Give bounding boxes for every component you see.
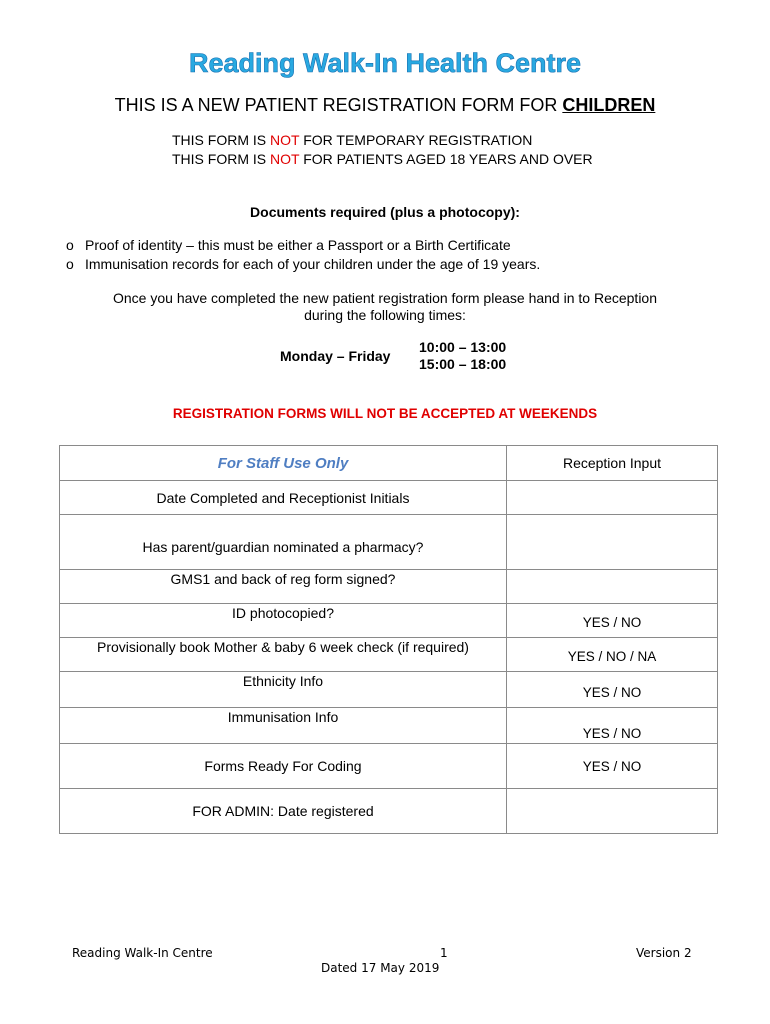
reception-input-cell[interactable]: YES / NO / NA bbox=[507, 638, 718, 672]
page-number: 1 bbox=[440, 946, 448, 960]
notice-text: FOR TEMPORARY REGISTRATION bbox=[299, 132, 533, 148]
instructions-line-1: Once you have completed the new patient registration form please hand in to Reception bbox=[113, 290, 657, 306]
row-label: Date Completed and Receptionist Initials bbox=[60, 481, 507, 515]
staff-use-header bbox=[60, 446, 507, 481]
table-row bbox=[60, 708, 718, 744]
reception-input-cell[interactable]: YES / NO bbox=[507, 604, 718, 638]
notice-emphasis: NOT bbox=[270, 151, 300, 167]
opening-days: Monday – Friday bbox=[280, 348, 391, 364]
table-row bbox=[60, 744, 718, 789]
row-label: ID photocopied? bbox=[60, 604, 507, 638]
notice-text: THIS FORM IS bbox=[172, 132, 270, 148]
table-row bbox=[60, 638, 718, 672]
reception-input-cell[interactable] bbox=[507, 570, 718, 604]
row-label: GMS1 and back of reg form signed? bbox=[60, 570, 507, 604]
time-slot: 10:00 – 13:00 bbox=[419, 339, 507, 355]
form-subtitle bbox=[0, 95, 770, 116]
row-label: Has parent/guardian nominated a pharmacy? bbox=[60, 515, 507, 570]
reception-input-cell[interactable] bbox=[507, 789, 718, 834]
table-row bbox=[60, 672, 718, 708]
table-row bbox=[60, 570, 718, 604]
reception-input-cell[interactable]: YES / NO bbox=[507, 744, 718, 789]
table-row bbox=[60, 515, 718, 570]
reception-input-cell[interactable]: YES / NO bbox=[507, 708, 718, 744]
staff-use-table bbox=[59, 445, 718, 834]
reception-input-header: Reception Input bbox=[507, 446, 718, 481]
document-item-text: Proof of identity – this must be either a Passport or a Birth Certificate bbox=[85, 237, 511, 253]
footer-dated: Dated 17 May 2019 bbox=[321, 961, 440, 975]
documents-heading: Documents required (plus a photocopy): bbox=[250, 204, 520, 220]
footer-version: Version 2 bbox=[636, 946, 692, 960]
weekend-notice: REGISTRATION FORMS WILL NOT BE ACCEPTED AT WEEKENDS bbox=[172, 406, 598, 421]
reception-input-cell[interactable] bbox=[507, 515, 718, 570]
row-label: Ethnicity Info bbox=[60, 672, 507, 708]
row-label: FOR ADMIN: Date registered bbox=[60, 789, 507, 834]
subtitle-emphasis: CHILDREN bbox=[562, 95, 656, 115]
table-row bbox=[60, 604, 718, 638]
notice-line-1 bbox=[150, 132, 532, 148]
table-row bbox=[60, 789, 718, 834]
list-marker: o bbox=[66, 237, 74, 253]
document-item-text: Immunisation records for each of your children under the age of 19 years. bbox=[85, 256, 541, 272]
staff-use-label: For Staff Use Only bbox=[217, 454, 349, 472]
footer-left: Reading Walk-In Centre bbox=[72, 946, 213, 960]
notice-line-2 bbox=[150, 151, 593, 167]
notice-emphasis: NOT bbox=[270, 132, 300, 148]
subtitle-text: THIS IS A NEW PATIENT REGISTRATION FORM FOR bbox=[114, 95, 563, 115]
document-item bbox=[66, 256, 540, 272]
page-title: Reading Walk-In Health Centre bbox=[188, 48, 582, 78]
opening-times bbox=[419, 339, 506, 373]
notice-text: THIS FORM IS bbox=[172, 151, 270, 167]
time-slot: 15:00 – 18:00 bbox=[419, 356, 507, 372]
instructions-line-2: during the following times: bbox=[304, 307, 466, 323]
list-marker: o bbox=[66, 256, 74, 272]
row-label: Provisionally book Mother & baby 6 week check (if required) bbox=[60, 638, 507, 672]
document-item bbox=[66, 237, 511, 253]
row-label: Forms Ready For Coding bbox=[60, 744, 507, 789]
notice-text: FOR PATIENTS AGED 18 YEARS AND OVER bbox=[299, 151, 593, 167]
reception-input-cell[interactable]: YES / NO bbox=[507, 672, 718, 708]
reception-input-cell[interactable] bbox=[507, 481, 718, 515]
table-row bbox=[60, 481, 718, 515]
table-header-row bbox=[60, 446, 718, 481]
row-label: Immunisation Info bbox=[60, 708, 507, 744]
instructions bbox=[0, 290, 770, 324]
